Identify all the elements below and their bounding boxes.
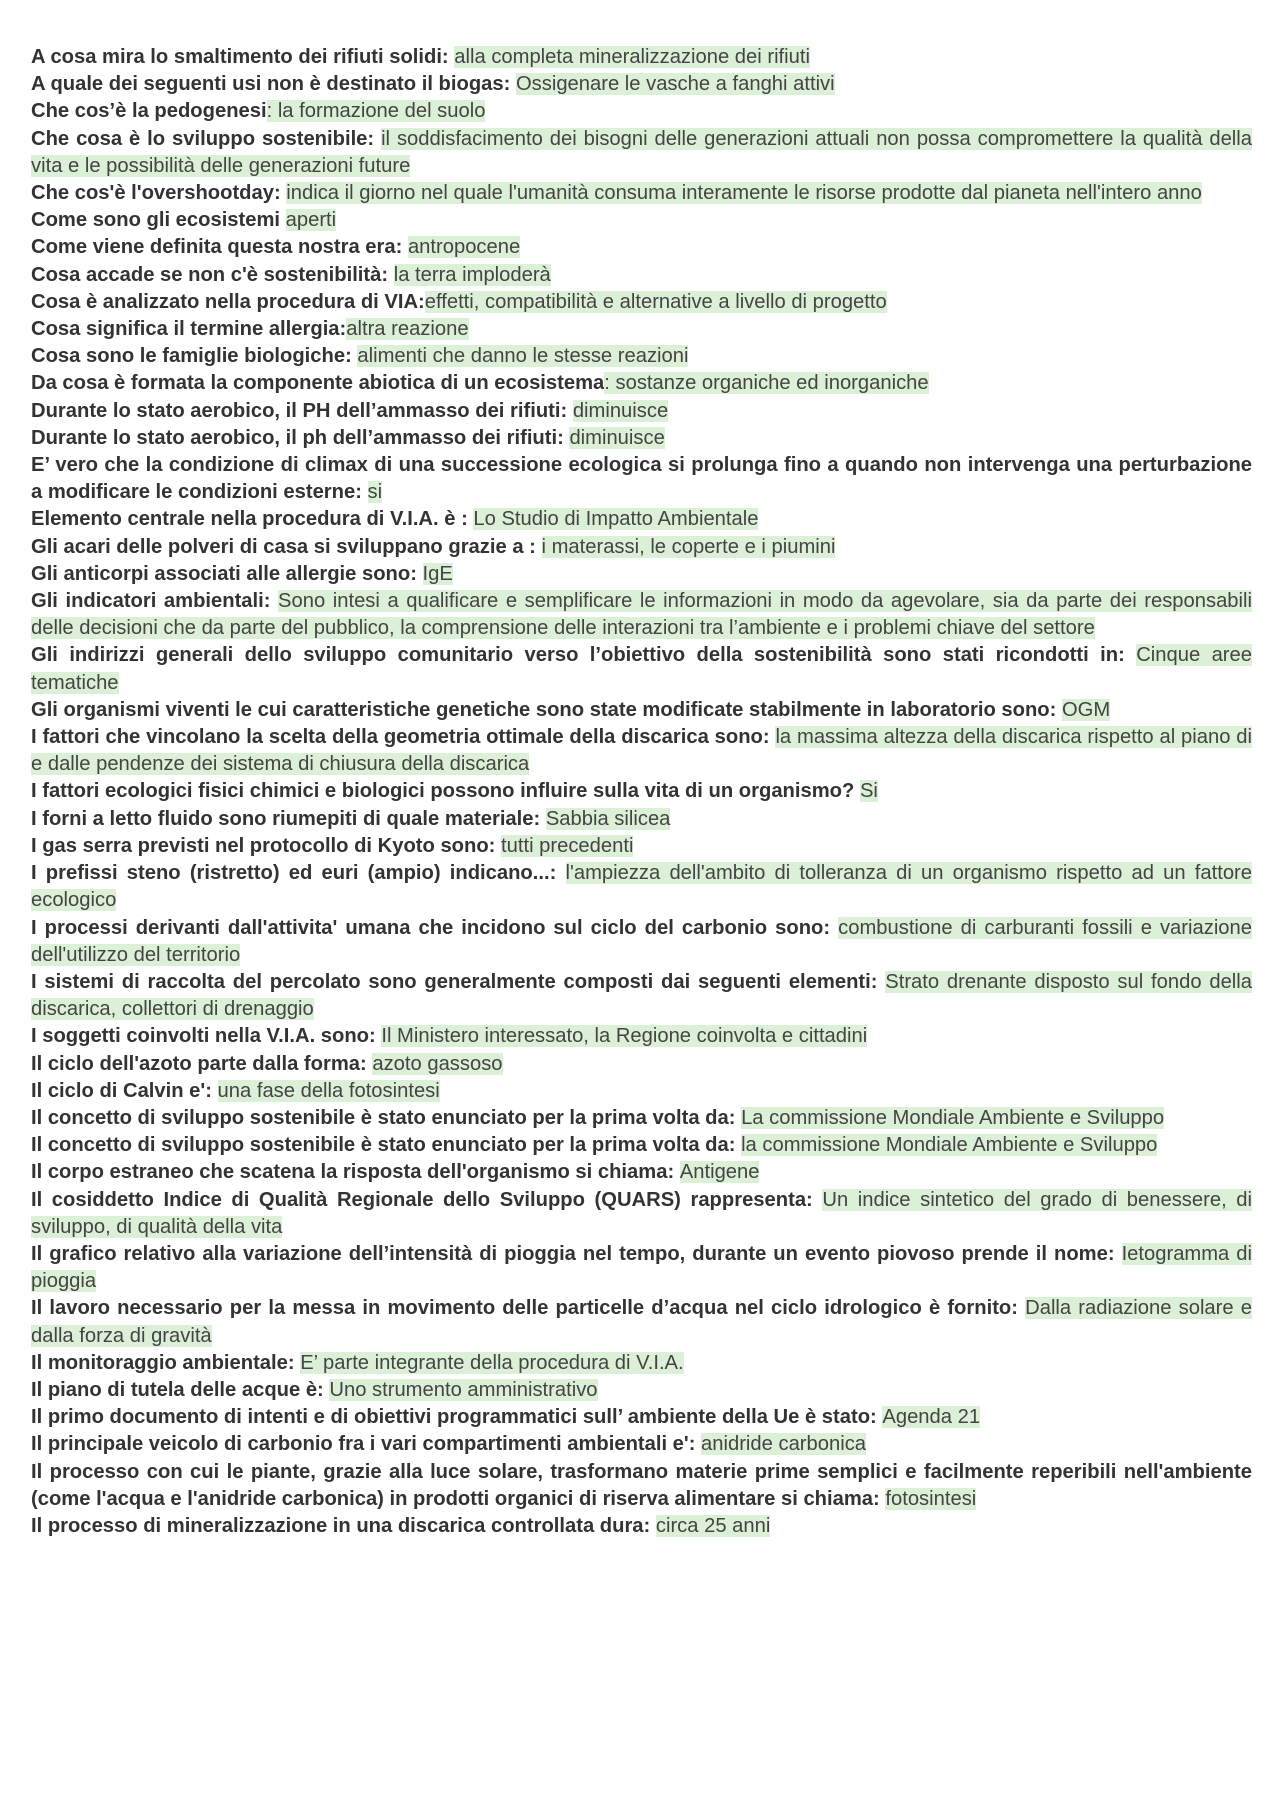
answer-highlight: anidride carbonica — [701, 1433, 867, 1456]
question-text: Cosa accade se non c'è sostenibilità: — [31, 263, 394, 286]
answer-highlight: IgE — [422, 562, 453, 585]
question-text: Che cos'è l'overshootday: — [31, 182, 287, 205]
question-text: Gli indirizzi generali dello sviluppo comunitario verso l’obiettivo della sostenibilità sono stati ricondotti in: — [31, 644, 1137, 667]
question-text: Il concetto di sviluppo sostenibile è stato enunciato per la prima volta da: — [31, 1106, 742, 1129]
answer-highlight: Il Ministero interessato, la Regione coinvolta e cittadini — [381, 1025, 868, 1048]
question-text: Il ciclo di Calvin e': — [31, 1079, 218, 1102]
qa-item — [31, 506, 1252, 533]
qa-item — [31, 915, 1252, 969]
question-text: A cosa mira lo smaltimento dei rifiuti solidi: — [31, 46, 455, 68]
answer-highlight: l'ampiezza dell'ambito di tolleranza di un organismo rispetto ad un fattore ecologico — [31, 862, 1253, 912]
qa-item — [31, 1051, 1252, 1078]
answer-highlight: fotosintesi — [885, 1487, 977, 1510]
question-text: Cosa significa il termine allergia: — [31, 318, 347, 341]
question-text: Da cosa è formata la componente abiotica di un ecosistema — [31, 372, 605, 395]
qa-item — [31, 778, 1252, 805]
qa-item — [31, 1159, 1252, 1186]
qa-item — [31, 1431, 1252, 1458]
answer-highlight: la massima altezza della discarica rispetto al piano di e dalle pendenze dei sistema di chiusura della discarica — [31, 726, 1252, 776]
answer-highlight: tutti precedenti — [501, 834, 634, 857]
question-text: Il lavoro necessario per la messa in movimento delle particelle d’acqua nel ciclo idrologico è fornito: — [31, 1297, 1026, 1320]
answer-highlight: Ossigenare le vasche a fanghi attivi — [515, 73, 835, 96]
qa-item — [31, 642, 1252, 696]
question-text: Durante lo stato aerobico, il PH dell’ammasso dei rifiuti: — [31, 399, 573, 422]
qa-item — [31, 207, 1252, 234]
answer-highlight: diminuisce — [569, 426, 665, 449]
qa-item — [31, 126, 1252, 180]
question-text: Che cosa è lo sviluppo sostenibile: — [31, 127, 382, 150]
answer-highlight: altra reazione — [346, 318, 469, 341]
question-text: Gli acari delle polveri di casa si sviluppano grazie a : — [31, 535, 542, 558]
qa-item — [31, 425, 1252, 452]
qa-item — [31, 98, 1252, 125]
question-text: Cosa sono le famiglie biologiche: — [31, 345, 358, 368]
answer-highlight: azoto gassoso — [372, 1052, 503, 1075]
question-text: Cosa è analizzato nella procedura di VIA: — [31, 290, 425, 313]
answer-highlight: : la formazione del suolo — [266, 100, 486, 123]
qa-item — [31, 588, 1252, 642]
answer-highlight: Cinque aree tematiche — [31, 644, 1252, 694]
question-text: I processi derivanti dall'attivita' umana che incidono sul ciclo del carbonio sono: — [31, 916, 839, 939]
qa-item — [31, 289, 1252, 316]
question-text: Il concetto di sviluppo sostenibile è stato enunciato per la prima volta da: — [31, 1134, 742, 1157]
qa-item — [31, 71, 1252, 98]
qa-item — [31, 833, 1252, 860]
answer-highlight: la commissione Mondiale Ambiente e Sviluppo — [741, 1134, 1158, 1157]
question-text: Il principale veicolo di carbonio fra i vari compartimenti ambientali e': — [31, 1433, 702, 1456]
answer-highlight: diminuisce — [572, 399, 669, 422]
qa-item — [31, 1377, 1252, 1404]
qa-item — [31, 724, 1252, 778]
qa-item — [31, 1023, 1252, 1050]
answer-highlight: Sono intesi a qualificare e semplificare le informazioni in modo da agevolare, sia da parte dei responsabili delle decisioni che da parte del pubblico, la comprensione delle interazioni tra l’ambiente e i problemi chiave del settore — [31, 590, 1252, 640]
answer-highlight: combustione di carburanti fossili e variazione dell'utilizzo del territorio — [31, 916, 1252, 966]
question-text: A quale dei seguenti usi non è destinato il biogas: — [31, 73, 516, 96]
qa-item — [31, 1078, 1252, 1105]
question-text: Come sono gli ecosistemi — [31, 209, 286, 232]
answer-highlight: i materassi, le coperte e i piumini — [541, 535, 836, 558]
qa-item — [31, 1241, 1252, 1295]
qa-item — [31, 1132, 1252, 1159]
qa-item — [31, 1513, 1252, 1540]
answer-highlight: Sabbia silicea — [545, 807, 671, 830]
qa-item — [31, 44, 1252, 71]
question-text: Il processo di mineralizzazione in una discarica controllata dura: — [31, 1514, 656, 1537]
answer-highlight: Uno strumento amministrativo — [329, 1378, 598, 1401]
question-text: Gli anticorpi associati alle allergie sono: — [31, 562, 423, 585]
qa-item — [31, 969, 1252, 1023]
qa-item — [31, 343, 1252, 370]
question-text: Il cosiddetto Indice di Qualità Regionale dello Sviluppo (QUARS) rappresenta: — [31, 1188, 823, 1211]
answer-highlight: effetti, compatibilità e alternative a livello di progetto — [424, 290, 887, 313]
qa-item — [31, 234, 1252, 261]
answer-highlight: La commissione Mondiale Ambiente e Sviluppo — [741, 1106, 1165, 1129]
answer-highlight: Lo Studio di Impatto Ambientale — [473, 508, 759, 531]
answer-highlight: OGM — [1061, 698, 1111, 721]
qa-item — [31, 452, 1252, 506]
qa-item — [31, 1295, 1252, 1349]
answer-highlight: Si — [859, 780, 878, 803]
question-text: Che cos’è la pedogenesi — [31, 100, 267, 123]
question-text: I fattori ecologici fisici chimici e biologici possono influire sulla vita di un organismo? — [31, 780, 860, 803]
question-text: E’ vero che la condizione di climax di una successione ecologica si prolunga fino a quando non intervenga una perturbazione a modificare le condizioni esterne: — [31, 454, 1252, 504]
question-text: I forni a letto fluido sono riumepiti di quale materiale: — [31, 807, 546, 830]
answer-highlight: si — [367, 481, 383, 504]
qa-item — [31, 398, 1252, 425]
qa-item — [31, 1187, 1252, 1241]
question-text: Il ciclo dell'azoto parte dalla forma: — [31, 1052, 373, 1075]
question-text: Gli indicatori ambientali: — [31, 590, 279, 613]
qa-item — [31, 1459, 1252, 1513]
question-text: Come viene definita questa nostra era: — [31, 236, 408, 259]
qa-item — [31, 262, 1252, 289]
qa-item — [31, 806, 1252, 833]
answer-highlight: circa 25 anni — [655, 1514, 771, 1537]
qa-item — [31, 1404, 1252, 1431]
answer-highlight: la terra imploderà — [393, 263, 551, 286]
question-text: I fattori che vincolano la scelta della geometria ottimale della discarica sono: — [31, 726, 776, 749]
qa-item — [31, 1350, 1252, 1377]
answer-highlight: Antigene — [679, 1161, 760, 1184]
question-text: I sistemi di raccolta del percolato sono generalmente composti dai seguenti elementi: — [31, 970, 886, 993]
answer-highlight: Strato drenante disposto sul fondo della discarica, collettori di drenaggio — [31, 970, 1253, 1021]
question-text: Il processo con cui le piante, grazie alla luce solare, trasformano materie prime semplici e facilmente reperibili nell'ambiente (come l'acqua e l'anidride carbonica) in prodotti organici di riserva alimentare si chiama: — [31, 1460, 1252, 1510]
question-text: Durante lo stato aerobico, il ph dell’ammasso dei rifiuti: — [31, 426, 570, 449]
question-text: Il primo documento di intenti e di obiettivi programmatici sull’ ambiente della Ue è stato: — [31, 1406, 883, 1429]
answer-highlight: indica il giorno nel quale l'umanità consuma interamente le risorse prodotte dal pianeta nell'intero anno — [286, 182, 1202, 205]
answer-highlight: il soddisfacimento dei bisogni delle generazioni attuali non possa compromettere la qualità della vita e le possibilità delle generazioni future — [31, 127, 1252, 177]
answer-highlight: Un indice sintetico del grado di benessere, di sviluppo, di qualità della vita — [31, 1188, 1252, 1238]
answer-highlight: Agenda 21 — [882, 1406, 981, 1429]
qa-item — [31, 180, 1252, 207]
question-text: I prefissi steno (ristretto) ed euri (ampio) indicano...: — [31, 862, 566, 885]
question-text: I soggetti coinvolti nella V.I.A. sono: — [31, 1025, 382, 1048]
question-text: Il piano di tutela delle acque è: — [31, 1378, 330, 1401]
qa-item — [31, 697, 1252, 724]
question-text: Il grafico relativo alla variazione dell’intensità di pioggia nel tempo, durante un evento piovoso prende il nome: — [31, 1242, 1122, 1265]
qa-item — [31, 1105, 1252, 1132]
answer-highlight: Dalla radiazione solare e dalla forza di gravità — [31, 1297, 1252, 1347]
answer-highlight: Ietogramma di pioggia — [31, 1242, 1253, 1293]
answer-highlight: alla completa mineralizzazione dei rifiuti — [454, 46, 810, 68]
qa-item — [31, 534, 1252, 561]
answer-highlight: : sostanze organiche ed inorganiche — [604, 372, 929, 395]
question-text: Elemento centrale nella procedura di V.I.A. è : — [31, 508, 474, 531]
qa-item — [31, 370, 1252, 397]
qa-item — [31, 860, 1252, 914]
question-text: Il monitoraggio ambientale: — [31, 1351, 301, 1374]
answer-highlight: E’ parte integrante della procedura di V.I.A. — [300, 1351, 684, 1374]
answer-highlight: alimenti che danno le stesse reazioni — [357, 345, 689, 368]
question-text: I gas serra previsti nel protocollo di Kyoto sono: — [31, 834, 502, 857]
qa-list — [31, 44, 1252, 1540]
answer-highlight: aperti — [285, 209, 337, 232]
question-text: Gli organismi viventi le cui caratteristiche genetiche sono state modificate stabilmente in laboratorio sono: — [31, 698, 1062, 721]
qa-item — [31, 561, 1252, 588]
answer-highlight: una fase della fotosintesi — [217, 1079, 440, 1102]
question-text: Il corpo estraneo che scatena la risposta dell'organismo si chiama: — [31, 1161, 680, 1184]
answer-highlight: antropocene — [407, 236, 521, 259]
qa-item — [31, 316, 1252, 343]
